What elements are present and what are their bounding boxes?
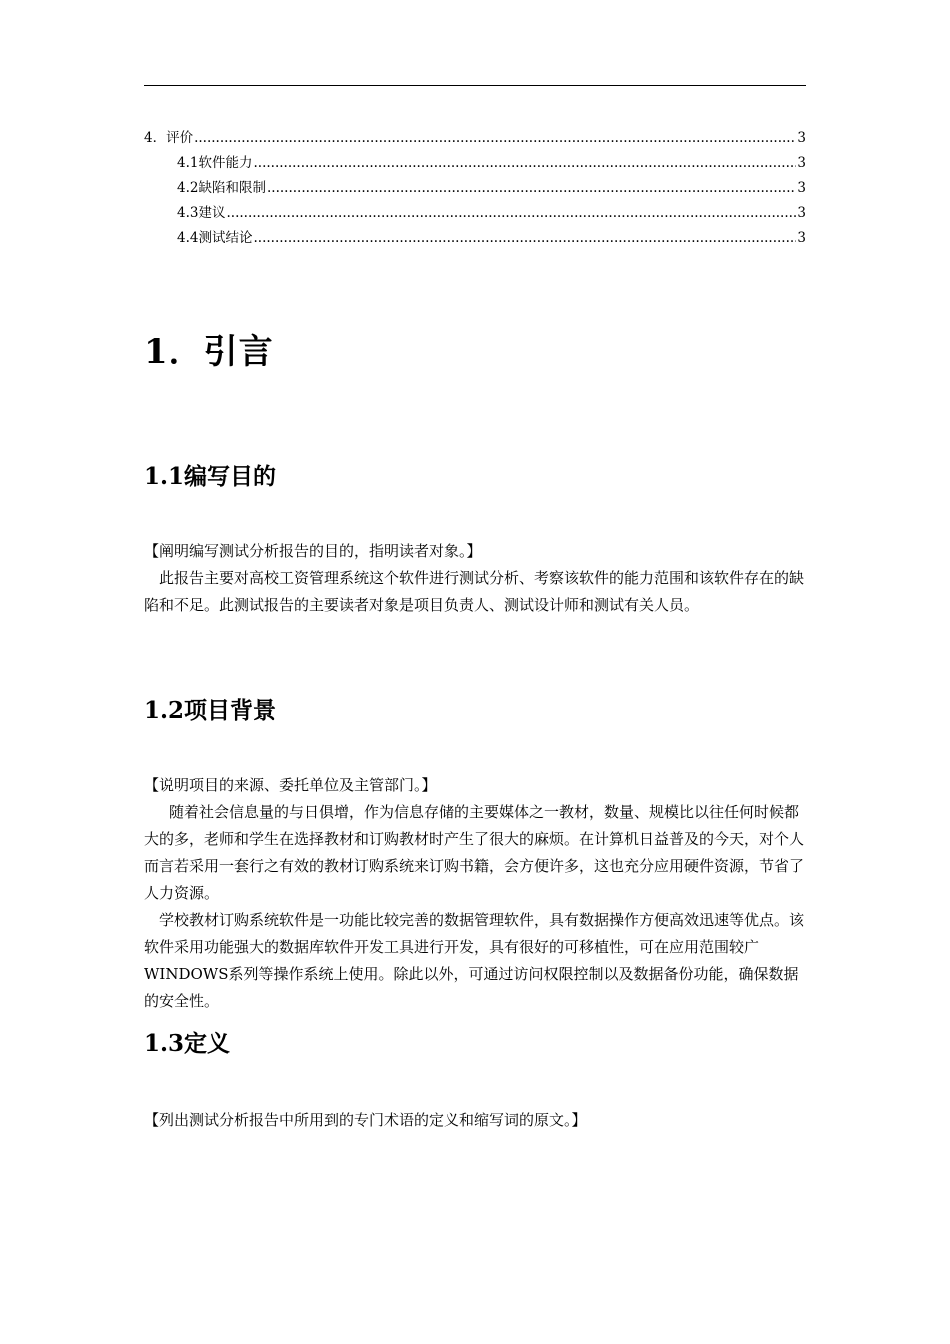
toc-entry-4[interactable] — [144, 126, 806, 151]
toc-leader-dots — [253, 151, 796, 176]
section-note: 【说明项目的来源、委托单位及主管部门。】 — [144, 776, 437, 794]
toc-leader-dots — [226, 201, 796, 226]
section-note: 【阐明编写测试分析报告的目的，指明读者对象。】 — [144, 542, 482, 560]
toc-page-number: 3 — [797, 180, 806, 196]
toc-entry-label: 4.3建议 — [177, 205, 226, 221]
toc-page-number: 3 — [797, 230, 806, 246]
toc-entry-4-3[interactable] — [144, 201, 806, 226]
toc-page-number: 3 — [797, 130, 806, 146]
toc-leader-dots — [267, 176, 796, 201]
table-of-contents — [144, 126, 806, 251]
toc-leader-dots — [253, 226, 796, 251]
section-title-background: 1.2项目背景 — [144, 697, 277, 724]
toc-page-number: 3 — [797, 155, 806, 171]
body-paragraph: 随着社会信息量的与日俱增，作为信息存储的主要媒体之一教材，数量、规模比以往任何时候都大的多，老师和学生在选择教材和订购教材时产生了很大的麻烦。在计算机日益普及的今天，对个人而言若采用一套行之有效的教材订购系统来订购书籍，会方便许多，这也充分应用硬件资源，节省了人力资源。 — [144, 803, 805, 902]
toc-leader-dots — [194, 126, 796, 151]
toc-entry-label: 4.1软件能力 — [177, 155, 253, 171]
section-body-definitions — [144, 1107, 808, 1134]
toc-entry-4-2[interactable] — [144, 176, 806, 201]
section-note: 【列出测试分析报告中所用到的专门术语的定义和缩写词的原文。】 — [144, 1111, 587, 1129]
toc-entry-label: 4.2缺陷和限制 — [177, 180, 266, 196]
header-rule — [144, 85, 806, 86]
toc-page-number: 3 — [797, 205, 806, 221]
toc-entry-4-1[interactable] — [144, 151, 806, 176]
body-paragraph: 此报告主要对高校工资管理系统这个软件进行测试分析、考察该软件的能力范围和该软件存在的缺陷和不足。此测试报告的主要读者对象是项目负责人、测试设计师和测试有关人员。 — [144, 569, 805, 614]
toc-entry-label: 4.4测试结论 — [177, 230, 253, 246]
section-body-purpose — [144, 538, 808, 619]
toc-entry-label: 4．评价 — [144, 130, 194, 146]
section-body-background — [144, 772, 808, 1015]
toc-entry-4-4[interactable] — [144, 226, 806, 251]
chapter-title: 1．引言 — [144, 332, 274, 372]
body-paragraph: 学校教材订购系统软件是一功能比较完善的数据管理软件，具有数据操作方便高效迅速等优点。该软件采用功能强大的数据库软件开发工具进行开发，具有很好的可移植性，可在应用范围较广WINDOWS系列等操作系统上使用。除此以外，可通过访问权限控制以及数据备份功能，确保数据的安全性。 — [144, 911, 805, 1010]
section-title-definitions: 1.3定义 — [144, 1030, 231, 1057]
section-title-purpose: 1.1编写目的 — [144, 463, 277, 490]
